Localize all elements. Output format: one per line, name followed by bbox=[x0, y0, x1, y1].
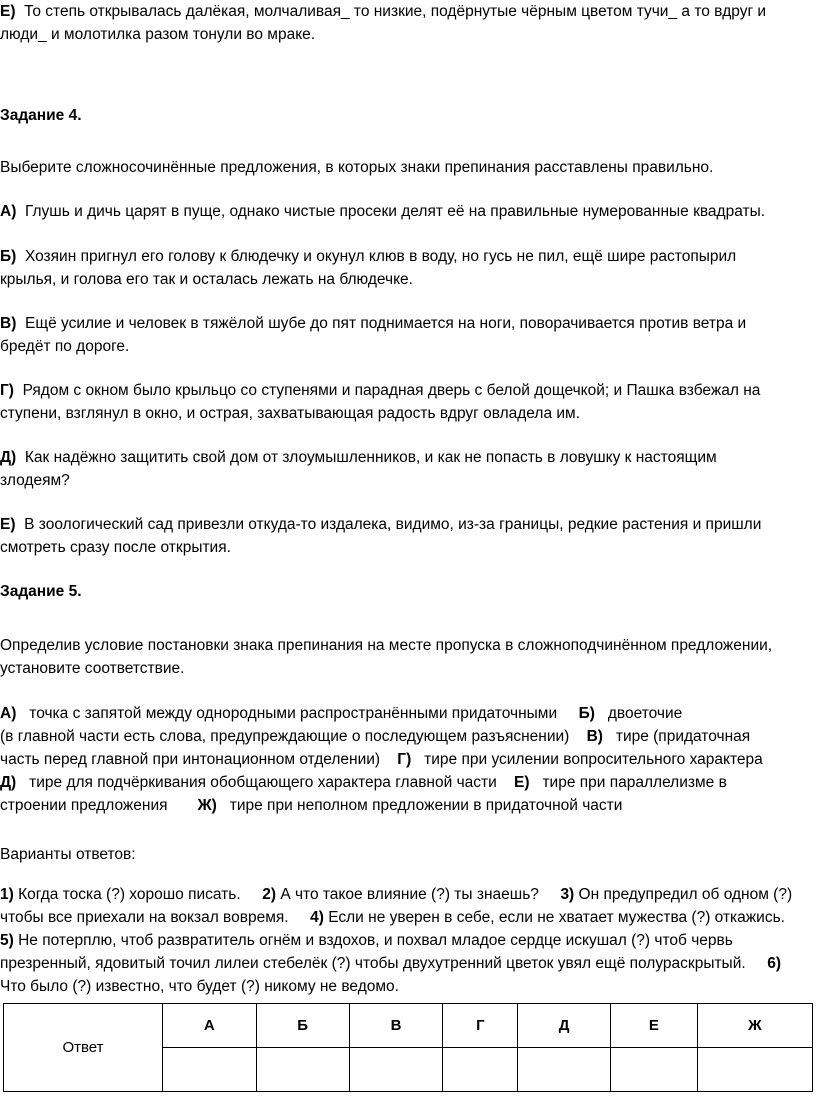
answer-cell-v[interactable] bbox=[349, 1048, 443, 1092]
task5-variants-title: Варианты ответов: bbox=[0, 846, 136, 863]
task4-item-e: Е) В зоологический сад привезли откуда-то издалека, видимо, из-за границы, редкие растения и пришли смотреть сразу после открытия. bbox=[0, 516, 762, 556]
answer-col-a: А bbox=[163, 1004, 257, 1048]
task4-item-v: В) Ещё усилие и человек в тяжёлой шубе до пят поднимается на ноги, поворачивается против ветра и бредёт по дороге. bbox=[0, 315, 747, 355]
task4-item-d: Д) Как надёжно защитить свой дом от злоумышленников, и как не попасть в ловушку к настоящим злодеям? bbox=[0, 449, 717, 489]
task5-variants: 1) Когда тоска (?) хорошо писать. 2) А что такое влияние (?) ты знаешь? 3) Он предупредил об одном (?) чтобы все приехали на вокзал вовремя. 4) Если не уверен в себе, если не хватает мужества (?) откажись. 5) Не потерплю, чтоб развратитель огнём и вздохов, и похвал младое сердце искушал (?) чтоб червь презренный, ядовитый точил лилеи стебелёк (?) чтобы двухутренний цветок увял ещё полураскрытый. 6) Что было (?) известно, что будет (?) никому не ведомо. bbox=[0, 886, 793, 995]
answer-cell-b[interactable] bbox=[256, 1048, 349, 1092]
answer-cell-g[interactable] bbox=[443, 1048, 518, 1092]
task4-item-g: Г) Рядом с окном было крыльцо со ступенями и парадная дверь с белой дощечкой; и Пашка взбежал на ступени, взглянул в окно, и острая, захватывающая радость вдруг овладела им. bbox=[0, 382, 761, 422]
task4-item-b: Б) Хозяин пригнул его голову к блюдечку и окунул клюв в воду, но гусь не пил, ещё шире растопырил крылья, и голова его так и осталась лежать на блюдечке. bbox=[0, 248, 737, 288]
answer-col-b: Б bbox=[256, 1004, 349, 1048]
answer-col-v: В bbox=[349, 1004, 443, 1048]
task4-title: Задание 4. bbox=[0, 107, 82, 124]
prev-item-e-line2: люди_ и молотилка разом тонули во мраке. bbox=[0, 26, 316, 43]
prev-item-e bbox=[0, 0, 812, 46]
answer-cell-a[interactable] bbox=[163, 1048, 257, 1092]
task5-instruction: Определив условие постановки знака препинания на месте пропуска в сложноподчинённом предложении, установите соответствие. bbox=[0, 637, 773, 677]
answer-col-zh: Ж bbox=[697, 1004, 812, 1048]
answer-col-e: Е bbox=[610, 1004, 697, 1048]
answer-table bbox=[3, 1003, 813, 1092]
prev-item-e-line1: Е) То степь открывалась далёкая, молчаливая_ то низкие, подёрнутые чёрным цветом тучи_ а то вдруг и bbox=[0, 3, 767, 20]
answer-col-d: Д bbox=[518, 1004, 610, 1048]
task4-item-a: А) Глушь и дичь царят в пуще, однако чистые просеки делят её на правильные нумерованные квадраты. bbox=[0, 203, 766, 220]
task4-instruction: Выберите сложносочинённые предложения, в которых знаки препинания расставлены правильно. bbox=[0, 159, 714, 176]
task5-options: А) точка с запятой между однородными распространёнными придаточными Б) двоеточие (в главной части есть слова, предупреждающие о последующем разъяснении) В) тире (придаточная часть перед главной при интонационном отделении) Г) тире при усилении вопросительного характера Д) тире для подчёркивания обобщающего характера главной части Е) тире при параллелизме в строении предложения Ж) тире при неполном предложении в придаточной части bbox=[0, 705, 763, 814]
answer-cell-d[interactable] bbox=[518, 1048, 610, 1092]
answer-cell-zh[interactable] bbox=[697, 1048, 812, 1092]
answer-col-g: Г bbox=[443, 1004, 518, 1048]
task5-title: Задание 5. bbox=[0, 583, 82, 600]
answer-cell-e[interactable] bbox=[610, 1048, 697, 1092]
answer-row-label: Ответ bbox=[4, 1004, 163, 1092]
